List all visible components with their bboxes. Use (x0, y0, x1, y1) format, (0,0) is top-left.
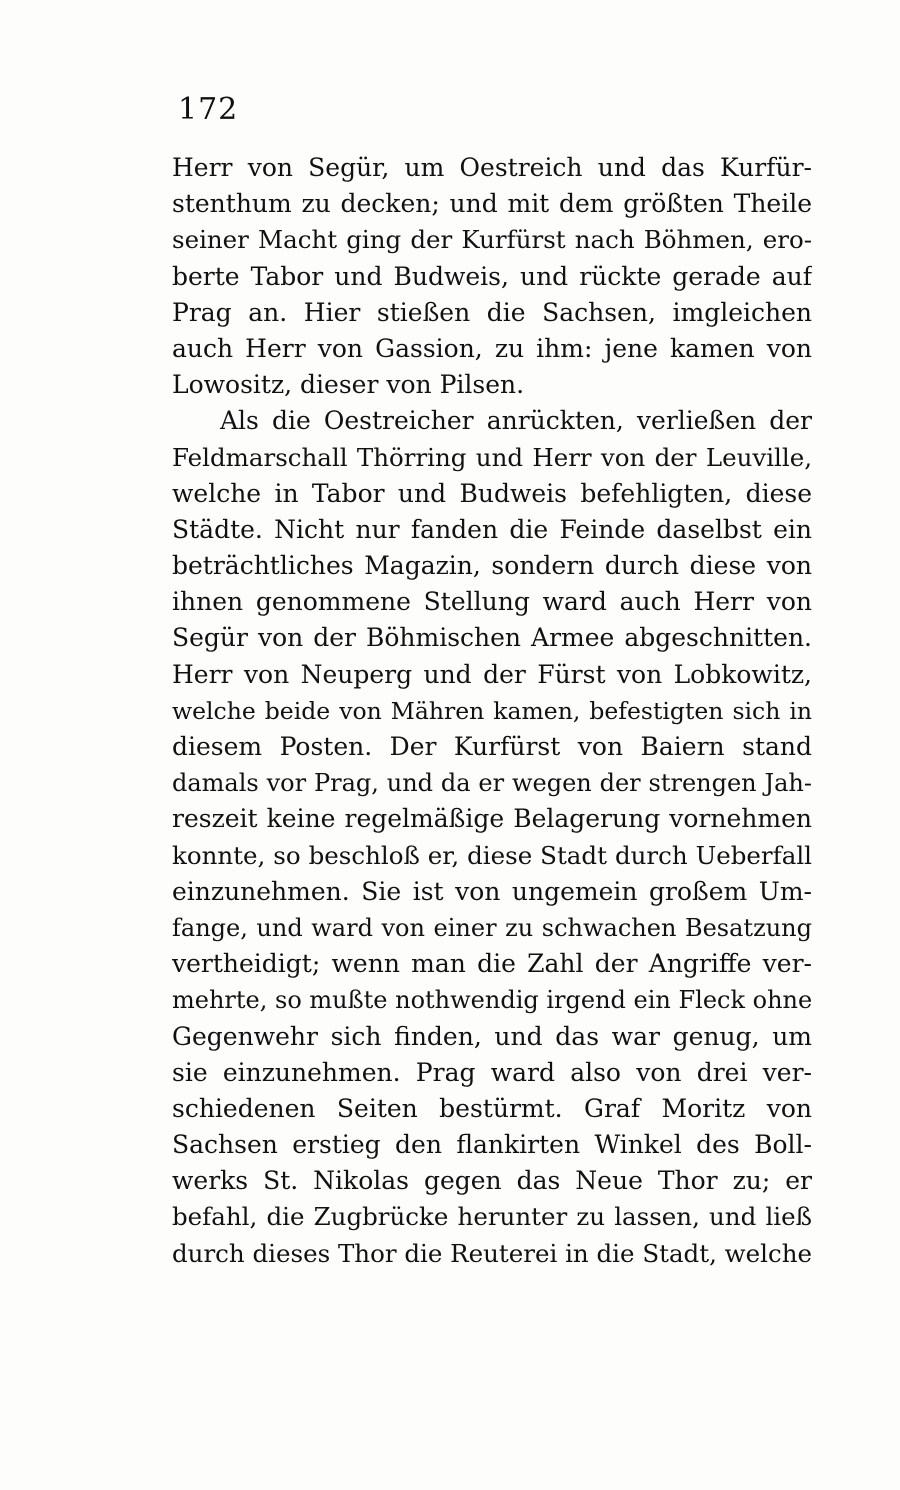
text-line: ihnen genommene Stellung ward auch Herr von (172, 587, 812, 617)
text-line: berte Tabor und Budweis, und rückte gerade auf (172, 261, 812, 291)
text-line: welche in Tabor und Budweis befehligten, diese (172, 478, 812, 508)
text-line: Sachsen erstieg den flankirten Winkel des Boll- (172, 1130, 812, 1160)
text-line: befahl, die Zugbrücke herunter zu lassen, und ließ (172, 1202, 812, 1232)
text-line: Prag an. Hier stießen die Sachsen, imgleichen (172, 297, 812, 327)
text-line: mehrte, so mußte nothwendig irgend ein Fleck ohne (172, 986, 812, 1015)
page-number: 172 (178, 92, 239, 127)
text-line: damals vor Prag, und da er wegen der strengen Jah- (172, 769, 812, 798)
text-line: auch Herr von Gassion, zu ihm: jene kamen von (172, 333, 812, 363)
text-line: Gegenwehr sich finden, und das war genug, um (172, 1021, 812, 1051)
text-line: diesem Posten. Der Kurfürst von Baiern stand (172, 732, 812, 761)
text-line: vertheidigt; wenn man die Zahl der Angriffe ver- (172, 949, 812, 979)
paragraph-start-line: Als die Oestreicher anrückten, verließen der (220, 406, 812, 436)
text-line: konnte, so beschloß er, diese Stadt durch Ueberfall (172, 840, 812, 870)
text-line: werks St. Nikolas gegen das Neue Thor zu; er (172, 1166, 812, 1196)
text-line: Feldmarschall Thörring und Herr von der Leuville, (172, 442, 812, 472)
text-line: beträchtliches Magazin, sondern durch diese von (172, 551, 812, 581)
text-line: schiedenen Seiten bestürmt. Graf Moritz von (172, 1093, 812, 1123)
text-line: durch dieses Thor die Reuterei in die Stadt, welche (172, 1238, 812, 1268)
text-line: Lowositz, dieser von Pilsen. (172, 370, 525, 400)
text-line: Herr von Segür, um Oestreich und das Kurfür- (172, 153, 812, 182)
text-line: Städte. Nicht nur fanden die Feinde daselbst ein (172, 514, 812, 544)
text-line: Segür von der Böhmischen Armee abgeschnitten. (172, 623, 812, 653)
body-text (172, 150, 812, 1272)
text-line: sie einzunehmen. Prag ward also von drei ver- (172, 1057, 812, 1087)
text-line: reszeit keine regelmäßige Belagerung vornehmen (172, 804, 812, 834)
text-line: welche beide von Mähren kamen, befestigten sich in (172, 696, 812, 725)
text-line: Herr von Neuperg und der Fürst von Lobkowitz, (172, 659, 812, 689)
text-line: seiner Macht ging der Kurfürst nach Böhmen, ero- (172, 225, 812, 255)
text-line: stenthum zu decken; und mit dem größten Theile (172, 189, 812, 219)
text-line: einzunehmen. Sie ist von ungemein großem Um- (172, 876, 812, 906)
text-line: fange, und ward von einer zu schwachen Besatzung (172, 913, 812, 942)
